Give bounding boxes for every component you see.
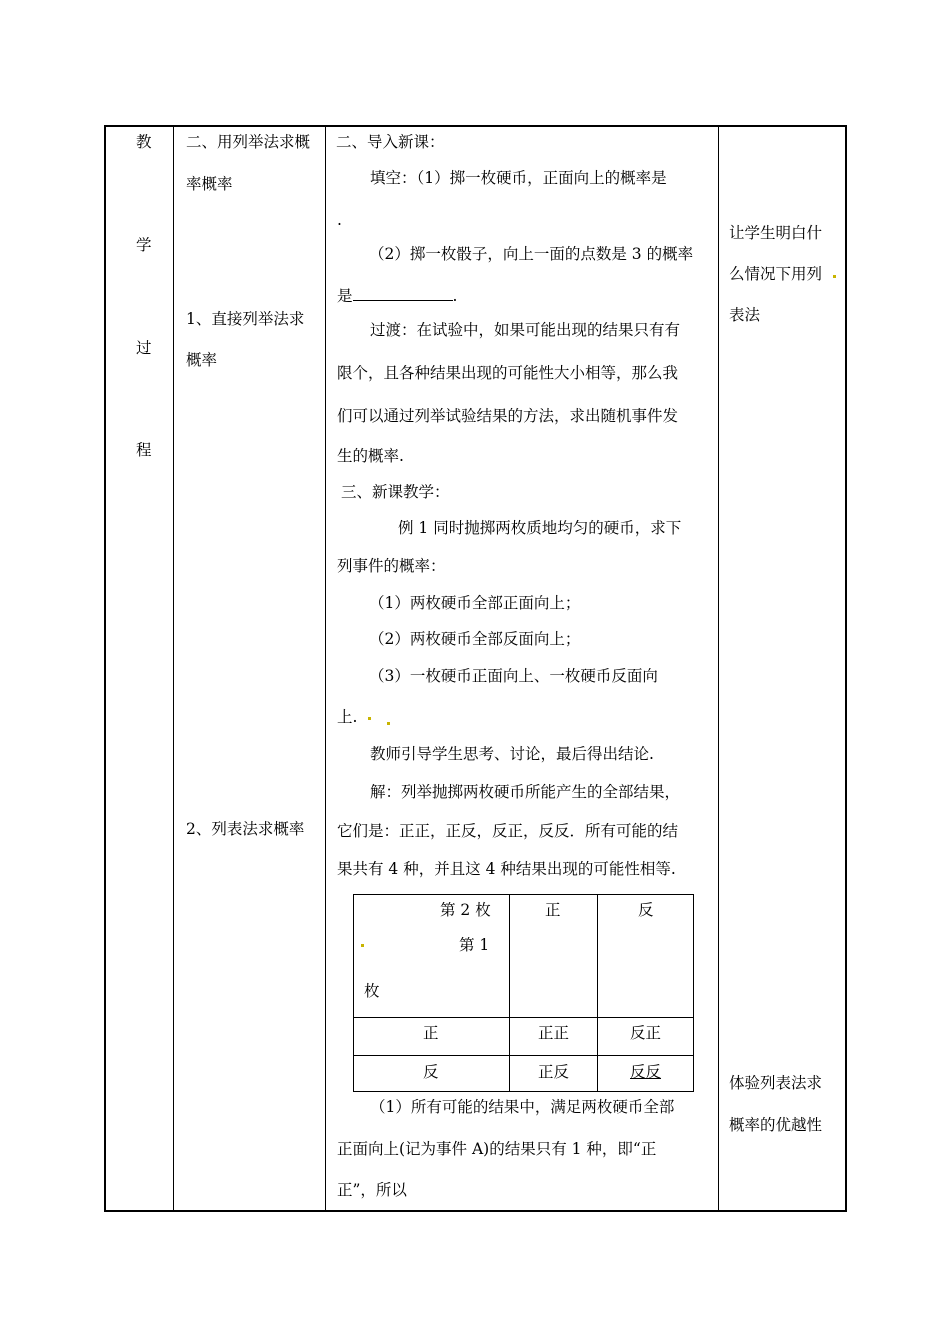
example-1: 例 1 同时抛掷两枚质地均匀的硬币，求下 xyxy=(398,519,682,537)
conclusion-text: 正面向上(记为事件 A)的结果只有 1 种，即“正 xyxy=(337,1140,657,1158)
table-col-divider xyxy=(509,895,510,1091)
design-note-1: 表法 xyxy=(729,306,761,324)
question-3-end: 上. xyxy=(337,708,358,726)
table-row-divider xyxy=(354,1055,693,1056)
col-header-heads: 正 xyxy=(545,901,561,919)
highlight-mark xyxy=(833,275,836,278)
column-divider xyxy=(173,127,174,1210)
design-note-1: 么情况下用列 xyxy=(729,265,823,283)
design-note-2: 体验列表法求 xyxy=(729,1074,823,1092)
question-2: （2）两枚硬币全部反面向上； xyxy=(369,630,581,648)
transition-text: 们可以通过列举试验结果的方法，求出随机事件发 xyxy=(337,407,679,425)
outcome-table xyxy=(353,894,694,1092)
row-label-tails: 反 xyxy=(423,1063,439,1081)
table-col-divider xyxy=(597,895,598,1091)
header-first-coin-cont: 枚 xyxy=(364,982,380,1000)
cell-heads-tails: 正反 xyxy=(538,1063,570,1081)
section-title: 二、用列举法求概 xyxy=(186,133,311,151)
transition-text: 生的概率. xyxy=(337,447,404,465)
conclusion-text: （1）所有可能的结果中，满足两枚硬币全部 xyxy=(370,1098,675,1116)
header-first-coin: 第 1 xyxy=(459,936,490,954)
cell-tails-heads: 反正 xyxy=(630,1024,662,1042)
design-note-2: 概率的优越性 xyxy=(729,1116,823,1134)
answer-blank xyxy=(353,286,453,301)
highlight-mark xyxy=(387,722,390,725)
column-divider xyxy=(325,127,326,1210)
row-label-heads: 正 xyxy=(423,1024,439,1042)
col-header-tails: 反 xyxy=(638,901,654,919)
conclusion-text: 正”，所以 xyxy=(337,1181,407,1199)
column-divider xyxy=(718,127,719,1210)
example-1-cont: 列事件的概率： xyxy=(337,557,446,575)
header-second-coin: 第 2 枚 xyxy=(440,901,491,919)
fill-in-q2-period: . xyxy=(452,287,458,305)
fill-in-q1-end: . xyxy=(337,211,342,229)
solution-text: 解：列举抛掷两枚硬币所能产生的全部结果， xyxy=(370,783,681,801)
cell-tails-tails: 反反 xyxy=(630,1063,662,1081)
solution-text: 果共有 4 种，并且这 4 种结果出现的可能性相等. xyxy=(337,860,676,878)
solution-text: 它们是：正正，正反，反正，反反．所有可能的结 xyxy=(337,822,679,840)
method-1-title-cont: 概率 xyxy=(186,351,218,369)
section-title-cont: 率概率 xyxy=(186,175,233,193)
transition-text: 限个，且各种结果出现的可能性大小相等，那么我 xyxy=(337,364,679,382)
fill-in-q2-end xyxy=(337,286,457,306)
stage-char: 学 xyxy=(136,236,152,254)
question-3: （3）一枚硬币正面向上、一枚硬币反面向 xyxy=(369,667,658,685)
highlight-mark xyxy=(368,717,371,720)
heading-intro: 二、导入新课： xyxy=(336,133,445,151)
stage-char: 程 xyxy=(136,441,152,459)
method-1-title: 1、直接列举法求 xyxy=(186,310,305,328)
fill-in-q2-prefix: 是 xyxy=(337,287,353,305)
stage-char: 过 xyxy=(136,339,152,357)
heading-new-lesson: 三、新课教学： xyxy=(341,483,450,501)
stage-char: 教 xyxy=(136,133,152,151)
fill-in-q1: 填空：（1）掷一枚硬币，正面向上的概率是 xyxy=(370,169,667,187)
transition-text: 过渡：在试验中，如果可能出现的结果只有有 xyxy=(370,321,681,339)
question-1: （1）两枚硬币全部正面向上； xyxy=(369,594,581,612)
table-row-divider xyxy=(354,1017,693,1018)
lesson-table xyxy=(104,125,847,1212)
fill-in-q2: （2）掷一枚骰子，向上一面的点数是 3 的概率 xyxy=(369,245,694,263)
teacher-note: 教师引导学生思考、讨论，最后得出结论. xyxy=(370,745,654,763)
cell-heads-heads: 正正 xyxy=(538,1024,570,1042)
design-note-1: 让学生明白什 xyxy=(729,224,823,242)
method-2-title: 2、列表法求概率 xyxy=(186,820,305,838)
